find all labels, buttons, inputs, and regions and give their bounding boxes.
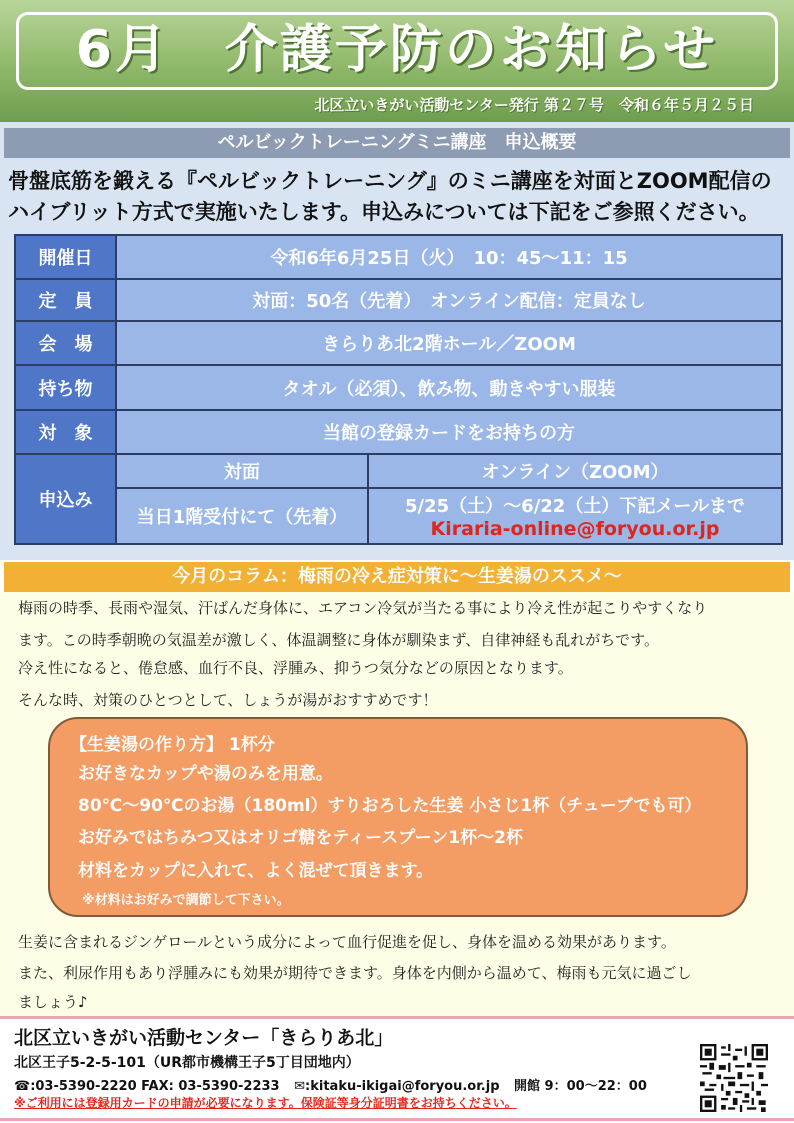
column-text-line: ます。この時季朝晩の気温差が激しく、体温調整に身体が馴染まず、自律神経も乱れがちです。 — [18, 631, 659, 649]
column-text-line: ましょう♪ — [18, 993, 88, 1011]
seminar-heading: ペルビックトレーニングミニ講座 申込概要 — [4, 128, 790, 158]
apply-header-online: オンライン（ZOOM） — [368, 454, 782, 488]
recipe-step: お好きなカップや湯のみを用意。 — [78, 764, 333, 784]
footer-email[interactable]: ✉:kitaku-ikigai@foryou.or.jp — [294, 1079, 500, 1094]
footer-phone: ☎:03-5390-2220 FAX: 03-5390-2233 — [14, 1079, 280, 1094]
recipe-note: ※材料はお好みで調節して下さい。 — [82, 893, 290, 908]
recipe-step: 80℃～90℃のお湯（180ml）すりおろした生姜 小さじ1杯（チューブでも可） — [78, 796, 702, 816]
seminar-intro — [8, 166, 788, 228]
row-value-belongings: タオル（必須）、飲み物、動きやすい服装 — [116, 365, 782, 410]
seminar-intro-line2: ハイブリット方式で実施いたします。申込みについては下記をご参照ください。 — [8, 200, 760, 224]
footer-hours: 開館 9：00～22：00 — [514, 1079, 647, 1094]
qr-code-icon[interactable] — [700, 1044, 768, 1112]
row-label-date: 開催日 — [15, 235, 116, 279]
table-row — [15, 279, 782, 321]
row-value-venue: きらりあ北2階ホール／ZOOM — [116, 321, 782, 365]
row-label-apply: 申込み — [15, 454, 116, 544]
apply-value-inperson: 当日1階受付にて（先着） — [116, 488, 368, 544]
footer-bottom-divider — [0, 1118, 794, 1121]
footer-contact — [14, 1075, 647, 1094]
row-value-target: 当館の登録カードをお持ちの方 — [116, 410, 782, 454]
issue-subtitle: 北区立いきがい活動センター発行 第２７号 令和６年５月２５日 — [314, 96, 754, 114]
footer-warning: ※ご利用には登録用カードの申請が必要になります。保険証等身分証明書をお持ちください。 — [14, 1096, 517, 1110]
apply-value-online — [368, 488, 782, 544]
row-label-capacity: 定 員 — [15, 279, 116, 321]
apply-online-period: 5/25（土）～6/22（土）下記メールまで — [405, 496, 745, 517]
row-label-belongings: 持ち物 — [15, 365, 116, 410]
row-label-venue: 会 場 — [15, 321, 116, 365]
recipe-step: お好みではちみつ又はオリゴ糖をティースプーン1杯～2杯 — [78, 828, 523, 848]
table-row — [15, 365, 782, 410]
recipe-step: 材料をカップに入れて、よく混ぜて頂きます。 — [78, 861, 434, 881]
column-text-line: 冷え性になると、倦怠感、血行不良、浮腫み、抑うつ気分などの原因となります。 — [18, 659, 573, 677]
seminar-table — [14, 234, 783, 545]
table-row — [15, 321, 782, 365]
apply-header-inperson: 対面 — [116, 454, 368, 488]
footer-divider — [0, 1016, 794, 1019]
footer-center-name: 北区立いきがい活動センター「きらりあ北」 — [14, 1027, 394, 1049]
row-value-date: 令和6年6月25日（火） 10：45～11：15 — [116, 235, 782, 279]
table-row — [15, 235, 782, 279]
column-heading: 今月のコラム：梅雨の冷え症対策に～生姜湯のススメ～ — [4, 562, 790, 592]
column-text-line: 生姜に含まれるジンゲロールという成分によって血行促進を促し、身体を温める効果があります。 — [18, 933, 676, 951]
seminar-intro-line1: 骨盤底筋を鍛える『ペルビックトレーニング』のミニ講座を対面とZOOM配信の — [8, 169, 772, 193]
recipe-title: 【生姜湯の作り方】 1杯分 — [70, 735, 275, 755]
row-label-target: 対 象 — [15, 410, 116, 454]
table-row — [15, 488, 782, 544]
column-text-line: 梅雨の時季、長雨や湿気、汗ばんだ身体に、エアコン冷気が当たる事により冷え性が起こりやすくなり — [18, 599, 708, 617]
row-value-capacity: 対面：50名（先着） オンライン配信：定員なし — [116, 279, 782, 321]
footer-address: 北区王子5-2-5-101（UR都市機構王子5丁目団地内） — [14, 1055, 360, 1071]
column-text-line: また、利尿作用もあり浮腫みにも効果が期待できます。身体を内側から温めて、梅雨も元気に過ごし — [18, 964, 692, 982]
table-row — [15, 410, 782, 454]
column-text-line: そんな時、対策のひとつとして、しょうが湯がおすすめです！ — [18, 691, 438, 709]
apply-email-link[interactable]: Kiraria-online@foryou.or.jp — [430, 518, 720, 540]
page-title: 6月 介護予防のお知らせ — [75, 20, 719, 80]
table-row — [15, 454, 782, 488]
